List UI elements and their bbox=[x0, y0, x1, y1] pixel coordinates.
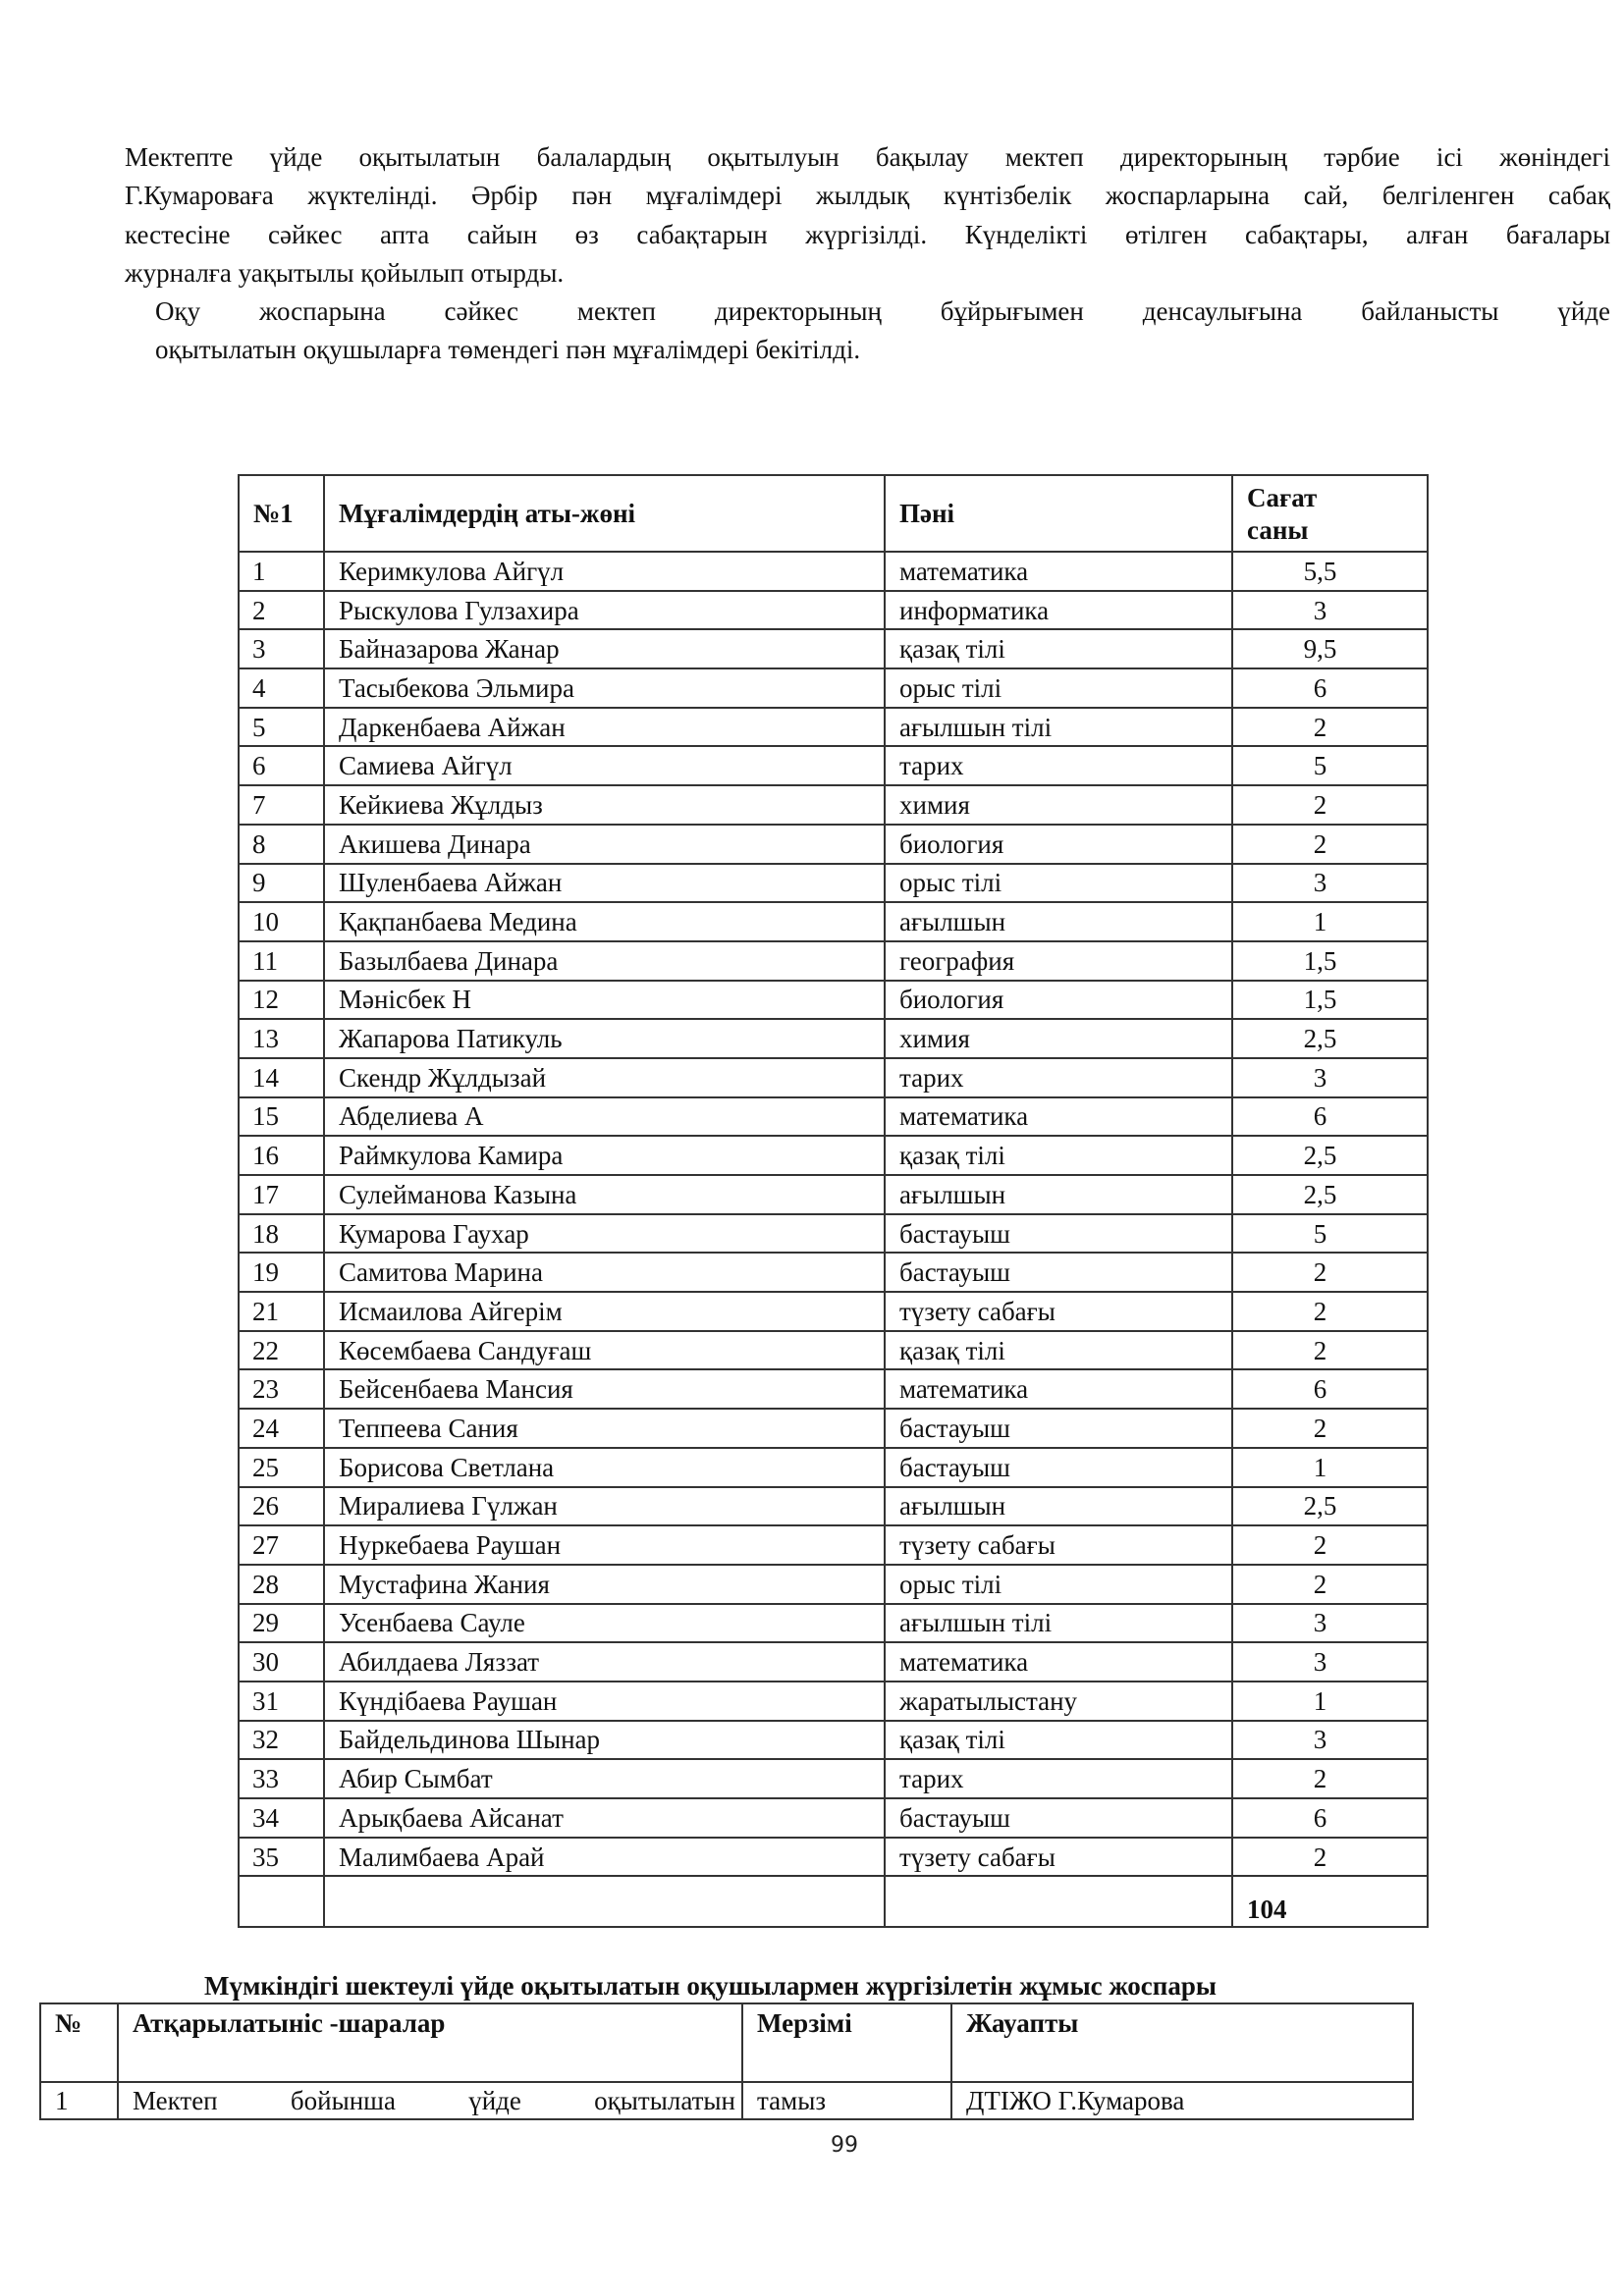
teacher-subject: география bbox=[885, 941, 1232, 981]
teacher-name: Абилдаева Ляззат bbox=[324, 1642, 885, 1682]
teacher-name: Тасыбекова Эльмира bbox=[324, 668, 885, 708]
teacher-row bbox=[239, 1175, 1428, 1214]
teacher-number: 6 bbox=[239, 746, 324, 785]
teacher-subject: тарих bbox=[885, 746, 1232, 785]
teacher-row bbox=[239, 1369, 1428, 1409]
intro-paragraph-1 bbox=[59, 138, 1610, 293]
teacher-hours: 2,5 bbox=[1232, 1487, 1428, 1526]
teacher-hours: 2 bbox=[1232, 1331, 1428, 1370]
teacher-hours: 6 bbox=[1232, 1798, 1428, 1838]
teacher-number: 30 bbox=[239, 1642, 324, 1682]
teacher-number: 26 bbox=[239, 1487, 324, 1526]
teacher-number: 1 bbox=[239, 552, 324, 591]
header-hours-line1: Сағат bbox=[1247, 483, 1318, 512]
teacher-number: 28 bbox=[239, 1565, 324, 1604]
total-row bbox=[239, 1876, 1428, 1927]
plan-cell-responsible: ДТІЖО Г.Кумарова bbox=[951, 2082, 1413, 2119]
teacher-subject: математика bbox=[885, 1097, 1232, 1137]
teacher-number: 24 bbox=[239, 1409, 324, 1448]
teacher-row bbox=[239, 1409, 1428, 1448]
teacher-hours: 3 bbox=[1232, 1721, 1428, 1760]
teacher-number: 33 bbox=[239, 1759, 324, 1798]
teacher-name: Кумарова Гаухар bbox=[324, 1214, 885, 1254]
teacher-row bbox=[239, 1058, 1428, 1097]
teacher-number: 5 bbox=[239, 708, 324, 747]
teacher-subject: қазақ тілі bbox=[885, 1136, 1232, 1175]
plan-row bbox=[40, 2082, 1413, 2119]
teacher-subject: қазақ тілі bbox=[885, 1721, 1232, 1760]
teacher-name: Исмаилова Айгерім bbox=[324, 1292, 885, 1331]
teacher-number: 14 bbox=[239, 1058, 324, 1097]
header-number: №1 bbox=[239, 475, 324, 552]
teacher-hours: 2,5 bbox=[1232, 1019, 1428, 1058]
intro-line: кестесіне сәйкес апта сайын өз сабақтарын жүргізілді. Күнделікті өтілген сабақтары, алған бағалары bbox=[125, 219, 1610, 249]
header-subject: Пәні bbox=[885, 475, 1232, 552]
teacher-name: Арықбаева Айсанат bbox=[324, 1798, 885, 1838]
intro-line: Г.Кумароваға жүктелінді. Әрбір пән мұғалімдері жылдық күнтізбелік жоспарларына сай, белгіленген сабақ bbox=[125, 181, 1610, 211]
teacher-hours: 1 bbox=[1232, 1682, 1428, 1721]
teacher-hours: 5 bbox=[1232, 746, 1428, 785]
teacher-subject: бастауыш bbox=[885, 1409, 1232, 1448]
total-empty-cell bbox=[239, 1876, 324, 1927]
teacher-subject: математика bbox=[885, 1642, 1232, 1682]
teacher-name: Көсембаева Сандуғаш bbox=[324, 1331, 885, 1370]
teacher-hours: 2 bbox=[1232, 1759, 1428, 1798]
teacher-name: Байдельдинова Шынар bbox=[324, 1721, 885, 1760]
teacher-number: 35 bbox=[239, 1838, 324, 1877]
teacher-row bbox=[239, 825, 1428, 864]
teacher-number: 22 bbox=[239, 1331, 324, 1370]
teacher-hours: 5 bbox=[1232, 1214, 1428, 1254]
teacher-row bbox=[239, 746, 1428, 785]
teacher-hours: 2,5 bbox=[1232, 1136, 1428, 1175]
teacher-row bbox=[239, 1682, 1428, 1721]
teacher-subject: орыс тілі bbox=[885, 668, 1232, 708]
teacher-hours: 2 bbox=[1232, 1253, 1428, 1292]
teacher-name: Раймкулова Камира bbox=[324, 1136, 885, 1175]
teacher-subject: орыс тілі bbox=[885, 1565, 1232, 1604]
teacher-hours: 2 bbox=[1232, 1565, 1428, 1604]
teacher-row bbox=[239, 552, 1428, 591]
teacher-name: Самиева Айгүл bbox=[324, 746, 885, 785]
teacher-subject: химия bbox=[885, 1019, 1232, 1058]
teacher-row bbox=[239, 941, 1428, 981]
teacher-row bbox=[239, 1292, 1428, 1331]
teacher-row bbox=[239, 591, 1428, 630]
teacher-name: Борисова Светлана bbox=[324, 1448, 885, 1487]
teacher-hours: 2 bbox=[1232, 1292, 1428, 1331]
teacher-row bbox=[239, 1253, 1428, 1292]
teacher-number: 19 bbox=[239, 1253, 324, 1292]
total-empty-cell bbox=[324, 1876, 885, 1927]
plan-cell-activity: Мектеп бойынша үйде оқытылатын bbox=[118, 2082, 742, 2119]
teacher-hours: 1 bbox=[1232, 1448, 1428, 1487]
teacher-row bbox=[239, 708, 1428, 747]
teacher-name: Даркенбаева Айжан bbox=[324, 708, 885, 747]
teacher-row bbox=[239, 1487, 1428, 1526]
teacher-row bbox=[239, 1525, 1428, 1565]
intro-line: Мектепте үйде оқытылатын балалардың оқытылуын бақылау мектеп директорының тәрбие ісі жөніндегі bbox=[125, 142, 1610, 172]
teacher-name: Базылбаева Динара bbox=[324, 941, 885, 981]
teacher-subject: ағылшын bbox=[885, 1175, 1232, 1214]
teacher-hours: 2 bbox=[1232, 708, 1428, 747]
teacher-number: 21 bbox=[239, 1292, 324, 1331]
teacher-name: Миралиева Гүлжан bbox=[324, 1487, 885, 1526]
plan-cell-number: 1 bbox=[40, 2082, 118, 2119]
teacher-subject: бастауыш bbox=[885, 1798, 1232, 1838]
header-teacher-name: Мұғалімдердің аты-жөні bbox=[324, 475, 885, 552]
teacher-number: 32 bbox=[239, 1721, 324, 1760]
teachers-table-header bbox=[239, 475, 1428, 552]
teacher-name: Скендр Жұлдызай bbox=[324, 1058, 885, 1097]
teacher-row bbox=[239, 1759, 1428, 1798]
teacher-hours: 2 bbox=[1232, 785, 1428, 825]
teacher-name: Шуленбаева Айжан bbox=[324, 864, 885, 903]
page-number: 99 bbox=[831, 2133, 858, 2158]
header-hours bbox=[1232, 475, 1428, 552]
teachers-table bbox=[238, 474, 1429, 1928]
teacher-name: Акишева Динара bbox=[324, 825, 885, 864]
teacher-row bbox=[239, 785, 1428, 825]
teacher-row bbox=[239, 1214, 1428, 1254]
teacher-hours: 9,5 bbox=[1232, 629, 1428, 668]
teacher-hours: 2 bbox=[1232, 1838, 1428, 1877]
teacher-name: Жапарова Патикуль bbox=[324, 1019, 885, 1058]
plan-header-deadline: Мерзімі bbox=[742, 2003, 951, 2082]
teacher-name: Байназарова Жанар bbox=[324, 629, 885, 668]
teacher-hours: 3 bbox=[1232, 1642, 1428, 1682]
teacher-row bbox=[239, 1097, 1428, 1137]
teacher-number: 15 bbox=[239, 1097, 324, 1137]
teacher-row bbox=[239, 981, 1428, 1020]
teacher-hours: 5,5 bbox=[1232, 552, 1428, 591]
teachers-table-body bbox=[239, 552, 1428, 1927]
teacher-subject: жаратылыстану bbox=[885, 1682, 1232, 1721]
teacher-subject: биология bbox=[885, 981, 1232, 1020]
teacher-row bbox=[239, 1565, 1428, 1604]
teacher-name: Рыскулова Гулзахира bbox=[324, 591, 885, 630]
plan-table bbox=[39, 2002, 1414, 2120]
teacher-subject: түзету сабағы bbox=[885, 1525, 1232, 1565]
teacher-hours: 2 bbox=[1232, 1409, 1428, 1448]
teacher-number: 8 bbox=[239, 825, 324, 864]
teacher-subject: ағылшын bbox=[885, 902, 1232, 941]
plan-header-number: № bbox=[40, 2003, 118, 2082]
teacher-name: Нуркебаева Раушан bbox=[324, 1525, 885, 1565]
teacher-subject: математика bbox=[885, 552, 1232, 591]
teacher-number: 3 bbox=[239, 629, 324, 668]
teacher-subject: биология bbox=[885, 825, 1232, 864]
teacher-name: Абделиева А bbox=[324, 1097, 885, 1137]
teacher-number: 7 bbox=[239, 785, 324, 825]
teacher-hours: 2,5 bbox=[1232, 1175, 1428, 1214]
teacher-name: Кейкиева Жұлдыз bbox=[324, 785, 885, 825]
teacher-row bbox=[239, 902, 1428, 941]
teacher-row bbox=[239, 1798, 1428, 1838]
teacher-number: 4 bbox=[239, 668, 324, 708]
teacher-hours: 3 bbox=[1232, 1058, 1428, 1097]
teacher-number: 17 bbox=[239, 1175, 324, 1214]
intro-line: журналға уақытылы қойылып отырды. bbox=[125, 257, 565, 288]
plan-title: Мүмкіндігі шектеулі үйде оқытылатын оқушылармен жүргізілетін жұмыс жоспары bbox=[204, 1971, 1217, 2001]
plan-table-header bbox=[40, 2003, 1413, 2082]
teacher-subject: түзету сабағы bbox=[885, 1838, 1232, 1877]
teacher-subject: бастауыш bbox=[885, 1448, 1232, 1487]
teacher-name: Сулейманова Казына bbox=[324, 1175, 885, 1214]
plan-header-activities: Атқарылатыніс -шаралар bbox=[118, 2003, 742, 2082]
teacher-name: Малимбаева Арай bbox=[324, 1838, 885, 1877]
teacher-number: 29 bbox=[239, 1604, 324, 1643]
teacher-name: Мәнісбек Н bbox=[324, 981, 885, 1020]
teacher-name: Бейсенбаева Мансия bbox=[324, 1369, 885, 1409]
teacher-subject: химия bbox=[885, 785, 1232, 825]
teacher-hours: 2 bbox=[1232, 825, 1428, 864]
teacher-subject: түзету сабағы bbox=[885, 1292, 1232, 1331]
teacher-hours: 1,5 bbox=[1232, 981, 1428, 1020]
teacher-hours: 1,5 bbox=[1232, 941, 1428, 981]
teacher-number: 11 bbox=[239, 941, 324, 981]
teacher-subject: ағылшын тілі bbox=[885, 708, 1232, 747]
teacher-row bbox=[239, 1019, 1428, 1058]
teacher-subject: бастауыш bbox=[885, 1214, 1232, 1254]
teacher-name: Самитова Марина bbox=[324, 1253, 885, 1292]
teacher-row bbox=[239, 1136, 1428, 1175]
teacher-number: 16 bbox=[239, 1136, 324, 1175]
teacher-name: Қақпанбаева Медина bbox=[324, 902, 885, 941]
teacher-subject: тарих bbox=[885, 1759, 1232, 1798]
intro-line: оқытылатын оқушыларға төмендегі пән мұғалімдері бекітілді. bbox=[155, 335, 861, 365]
teacher-name: Абир Сымбат bbox=[324, 1759, 885, 1798]
teacher-subject: орыс тілі bbox=[885, 864, 1232, 903]
teacher-name: Теппеева Сания bbox=[324, 1409, 885, 1448]
teacher-subject: қазақ тілі bbox=[885, 1331, 1232, 1370]
teacher-number: 9 bbox=[239, 864, 324, 903]
total-hours: 104 bbox=[1232, 1876, 1428, 1927]
teacher-row bbox=[239, 1721, 1428, 1760]
teacher-number: 18 bbox=[239, 1214, 324, 1254]
teacher-number: 27 bbox=[239, 1525, 324, 1565]
teacher-number: 31 bbox=[239, 1682, 324, 1721]
intro-paragraph-2 bbox=[59, 293, 1610, 370]
teacher-row bbox=[239, 1448, 1428, 1487]
teacher-row bbox=[239, 668, 1428, 708]
teacher-row bbox=[239, 629, 1428, 668]
total-empty-cell bbox=[885, 1876, 1232, 1927]
teacher-name: Усенбаева Сауле bbox=[324, 1604, 885, 1643]
teacher-number: 10 bbox=[239, 902, 324, 941]
teacher-subject: информатика bbox=[885, 591, 1232, 630]
header-hours-line2: саны bbox=[1247, 515, 1309, 545]
teacher-row bbox=[239, 1331, 1428, 1370]
teacher-hours: 1 bbox=[1232, 902, 1428, 941]
intro-line: Оқу жоспарына сәйкес мектеп директорының бұйрығымен денсаулығына байланысты үйде bbox=[155, 296, 1610, 326]
teacher-number: 13 bbox=[239, 1019, 324, 1058]
teacher-row bbox=[239, 1604, 1428, 1643]
plan-cell-deadline: тамыз bbox=[742, 2082, 951, 2119]
teacher-hours: 2 bbox=[1232, 1525, 1428, 1565]
teacher-number: 23 bbox=[239, 1369, 324, 1409]
teacher-subject: қазақ тілі bbox=[885, 629, 1232, 668]
teacher-subject: бастауыш bbox=[885, 1253, 1232, 1292]
teacher-number: 2 bbox=[239, 591, 324, 630]
teacher-subject: ағылшын bbox=[885, 1487, 1232, 1526]
teacher-number: 34 bbox=[239, 1798, 324, 1838]
teacher-row bbox=[239, 1642, 1428, 1682]
teacher-hours: 3 bbox=[1232, 864, 1428, 903]
teacher-hours: 3 bbox=[1232, 591, 1428, 630]
teacher-name: Керимкулова Айгүл bbox=[324, 552, 885, 591]
teacher-subject: математика bbox=[885, 1369, 1232, 1409]
teacher-name: Күндібаева Раушан bbox=[324, 1682, 885, 1721]
plan-header-responsible: Жауапты bbox=[951, 2003, 1413, 2082]
teacher-number: 25 bbox=[239, 1448, 324, 1487]
teacher-name: Мустафина Жания bbox=[324, 1565, 885, 1604]
teacher-row bbox=[239, 1838, 1428, 1877]
teacher-hours: 6 bbox=[1232, 1369, 1428, 1409]
teacher-number: 12 bbox=[239, 981, 324, 1020]
teacher-hours: 3 bbox=[1232, 1604, 1428, 1643]
teacher-hours: 6 bbox=[1232, 1097, 1428, 1137]
teacher-row bbox=[239, 864, 1428, 903]
teacher-subject: тарих bbox=[885, 1058, 1232, 1097]
teacher-subject: ағылшын тілі bbox=[885, 1604, 1232, 1643]
teacher-hours: 6 bbox=[1232, 668, 1428, 708]
